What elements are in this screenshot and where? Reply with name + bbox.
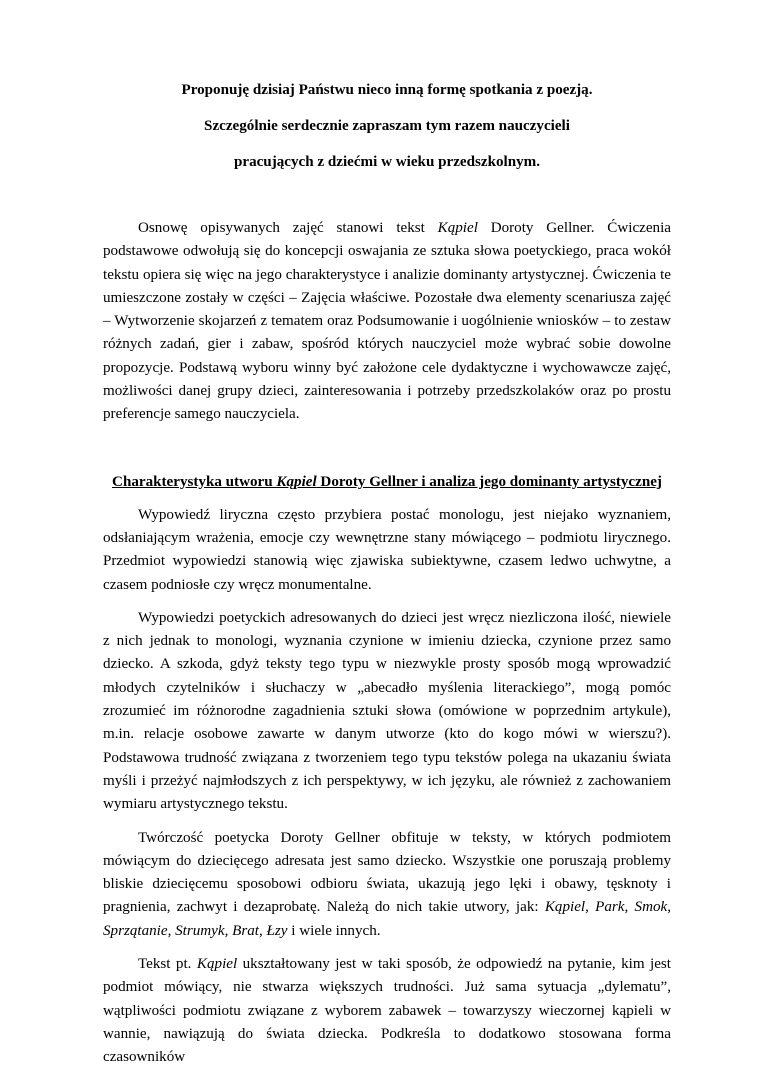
spacer [103,427,671,471]
spacer [103,817,671,827]
paragraph-5-text-a: Tekst pt. [138,956,197,973]
spacer [103,180,671,217]
section-heading [103,471,671,494]
paragraph-1-text-a: Osnowę opisywanych zajęć stanowi tekst [138,220,438,236]
paragraph-2: Wypowiedź liryczna często przybiera postać monologu, jest niejako wyznaniem, odsłaniającym wrażenia, emocje czy wewnętrzne stany mówiącego – podmiotu lirycznego. Przedmiot wypowiedzi stanowią więc zjawiska subiektywne, czasem ledwo uchwytne, a czasem podniosłe czy wręcz monumentalne. [103,506,671,593]
paragraph-1-text-b: Doroty Gellner. Ćwiczenia podstawowe odwołują się do koncepcji oswajania ze sztuka słowa poetyckiego, praca wokół tekstu opiera się więc na jego charakterystyce i analizie dominanty artystycznej. Ćwiczenia te umieszczone zostały w części – Zajęcia właściwe. Pozostałe dwa elementy scenariusza zajęć – Wytworzenie skojarzeń z tematem oraz Podsumowanie i uogólnienie wniosków – to zestaw różnych zadań, gier i zabaw, spośród których nauczyciel może wybrać sobie dowolne propozycje. Podstawą wyboru winny być założone cele dydaktyczne i wychowawcze zajęć, możliwości danej grupy dzieci, zainteresowania i potrzeby przedszkolaków oraz po prostu preferencje samego nauczyciela. [103,220,671,423]
poem-titles-list: Kąpiel, Park, Smok, Sprzątanie, Strumyk, Brat, Łzy [103,899,671,939]
document-page [103,72,671,1070]
paragraph-4-text-a: Twórczość poetycka Doroty Gellner obfituje w teksty, w których podmiotem mówiącym do dziecięcego adresata jest samo dziecko. Wszystkie one poruszają problemy bliskie dziecięcemu sposobowi odbioru świata, ukazują jego lęki i obawy, tęsknoty i pragnienia, zachwyt i dezaprobatę. Należą do nich takie utwory, jak: [103,829,671,916]
section-heading-text-a: Charakterystyka utworu [112,473,277,490]
spacer [103,597,671,607]
paragraph-5-text-b: ukształtowany jest w taki sposób, że odpowiedź na pytanie, kim jest podmiot mówiący, nie stwarza większych trudności. Już sama sytuacja „dylematu”, wątpliwości podmiotu związane z wyborem zabawek – towarzyszy wieczornej kąpieli w wannie, nawiązują do świata dziecka. Podkreśla to dodatkowo stosowana forma czasowników [103,956,671,1066]
poem-title-kapiel: Kąpiel [437,220,478,236]
spacer [103,943,671,953]
intro-line-3: pracujących z dziećmi w wieku przedszkolnym. [233,154,541,170]
intro-line-1: Proponuję dzisiaj Państwu nieco inną formę spotkania z poezją. [181,82,593,98]
spacer [103,494,671,504]
paragraph-5 [103,953,671,1069]
intro-line-2: Szczególnie serdecznie zapraszam tym razem nauczycieli [204,118,570,134]
section-heading-text-b: Doroty Gellner i analiza jego dominanty artystycznej [316,473,662,490]
section-heading-title: Kąpiel [276,473,317,490]
paragraph-4 [103,827,671,943]
poem-title-kapiel: Kąpiel [196,956,238,973]
paragraph-1 [103,217,671,427]
paragraph-4-text-b: i wiele innych. [287,922,381,939]
paragraph-3: Wypowiedzi poetyckich adresowanych do dzieci jest wręcz niezliczona ilość, niewiele z nich jednak to monologi, wyznania czynione w imieniu dziecka, czynione przez samo dziecko. A szkoda, gdyż teksty tego typu w niezwykle prosty sposób mogą wprowadzić młodych czytelników i słuchaczy w „abecadło myślenia literackiego”, mogą pomóc zrozumieć im różnorodne zagadnienia sztuki słowa (omówione w poprzednim artykule), m.in. relacje osobowe zawarte w danym utworze (kto do kogo mówi w wierszu?). Podstawowa trudność związana z tworzeniem tego typu tekstów polega na ukazaniu świata myśli i przeżyć najmłodszych z ich perspektywy, w ich języku, ale również z zachowaniem wymiaru artystycznego tekstu. [103,609,671,813]
